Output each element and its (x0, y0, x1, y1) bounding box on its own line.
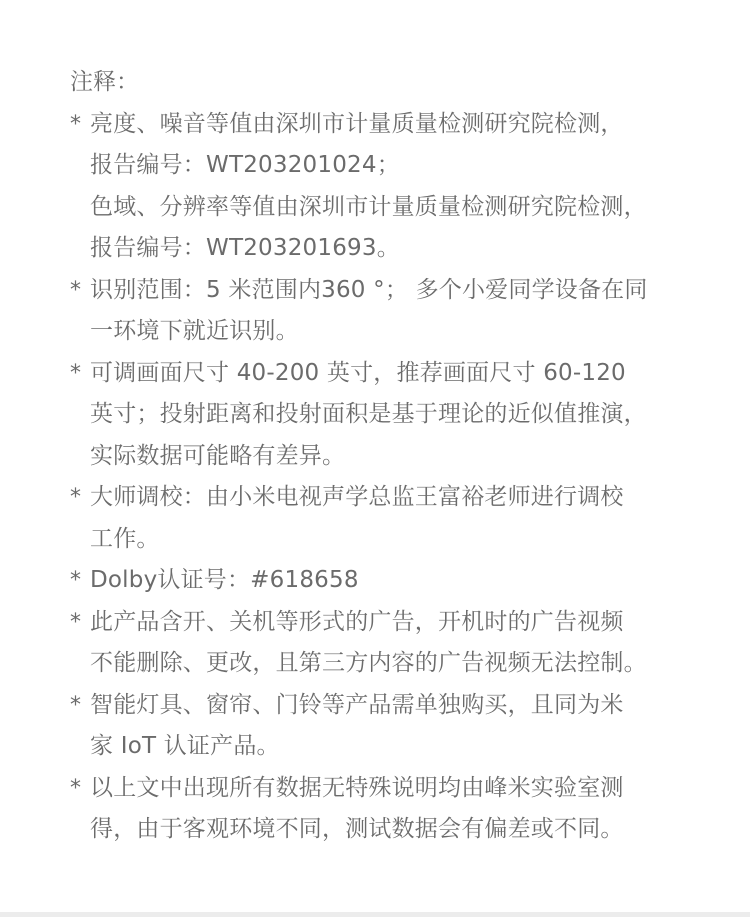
note-master-tuning (70, 477, 690, 560)
note-marker: * (70, 692, 81, 718)
note-marker: * (70, 485, 81, 510)
note-dolby-certification (70, 560, 690, 602)
note-line: 以上文中出现所有数据无特殊说明均由峰米实验室测 (90, 774, 624, 801)
note-line: 工作。 (90, 525, 160, 552)
note-line: 此产品含开、关机等形式的广告，开机时的广告视频 (90, 608, 624, 635)
note-marker: * (70, 775, 81, 801)
note-line: 一环境下就近识别。 (90, 318, 299, 344)
note-line: 不能删除、更改，且第三方内容的广告视频无法控制。 (90, 650, 647, 676)
note-recognition-range (70, 270, 690, 353)
note-line: 识别范围：5 米范围内360 °； 多个小爱同学设备在同 (90, 276, 648, 303)
note-marker: * (70, 360, 81, 386)
note-line: 报告编号：WT203201693。 (90, 235, 400, 261)
note-line: 亮度、噪音等值由深圳市计量质量检测研究院检测， (90, 110, 624, 137)
note-line: 智能灯具、窗帘、门铃等产品需单独购买，且同为米 (90, 691, 624, 718)
note-lab-data (70, 768, 690, 851)
note-line: 英寸；投射距离和投射面积是基于理论的近似值推演， (90, 401, 647, 427)
note-smart-devices (70, 685, 690, 768)
note-line: 大师调校：由小米电视声学总监王富裕老师进行调校 (90, 484, 624, 510)
note-brightness-gamut (70, 104, 690, 270)
note-line: Dolby认证号：#618658 (90, 567, 359, 593)
note-marker: * (70, 277, 81, 303)
note-screen-size (70, 353, 690, 478)
note-line: 色域、分辨率等值由深圳市计量质量检测研究院检测， (90, 193, 647, 220)
note-line: 家 IoT 认证产品。 (90, 733, 280, 759)
note-marker: * (70, 568, 81, 593)
note-marker: * (70, 111, 81, 137)
note-line: 报告编号：WT203201024； (90, 152, 400, 178)
note-line: 可调画面尺寸 40-200 英寸，推荐画面尺寸 60-120 (90, 359, 626, 386)
note-advertising (70, 602, 690, 685)
bottom-divider (0, 912, 750, 917)
notes-section (70, 62, 690, 851)
note-marker: * (70, 609, 81, 635)
note-line: 得，由于客观环境不同，测试数据会有偏差或不同。 (90, 816, 624, 842)
note-line: 实际数据可能略有差异。 (90, 442, 346, 469)
notes-title: 注释： (70, 69, 139, 95)
